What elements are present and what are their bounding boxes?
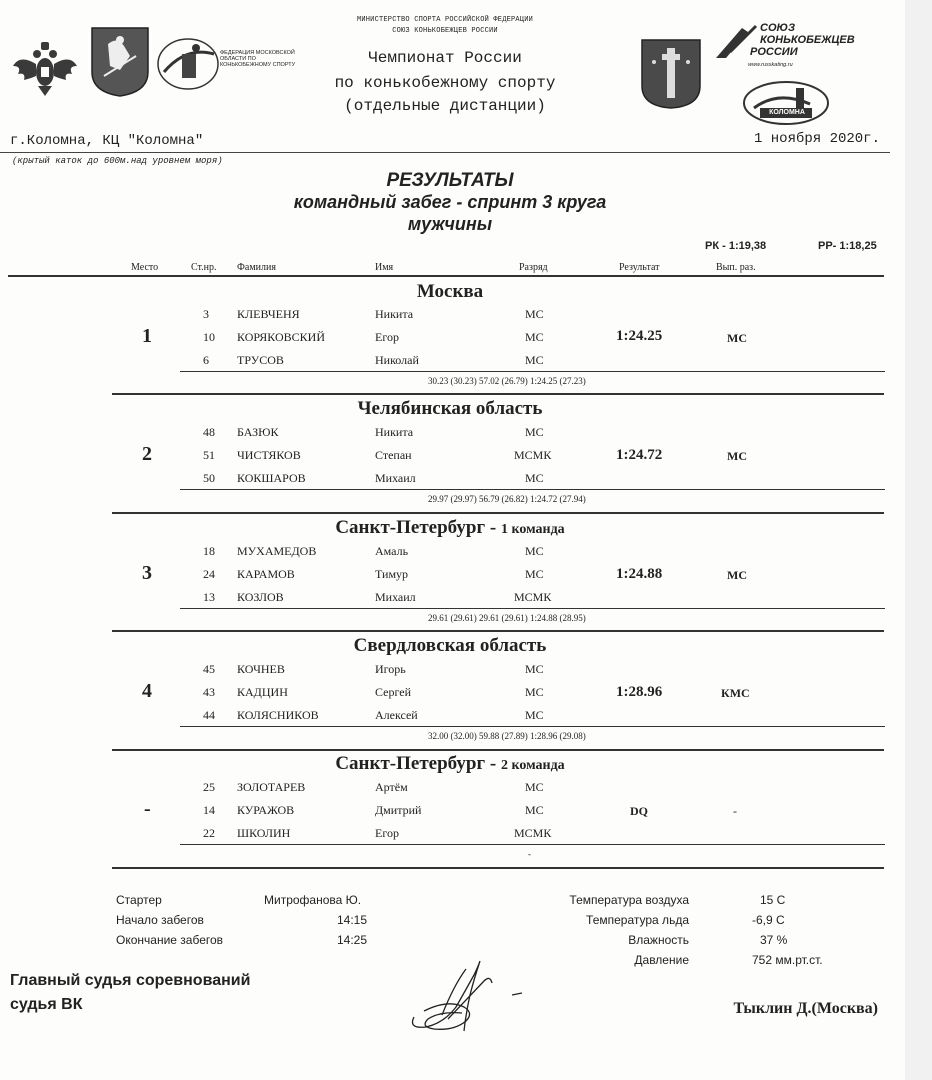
pressure-label: Давление	[634, 953, 689, 967]
start-time-label: Начало забегов	[116, 913, 204, 927]
col-achieved: Вып. раз.	[716, 262, 756, 273]
championship-subtitle: по конькобежному спорту	[334, 74, 556, 92]
athlete-start-no: 24	[203, 567, 215, 581]
athlete-name: Артём	[375, 780, 408, 794]
athlete-surname: КУРАЖОВ	[237, 803, 295, 817]
team-divider	[112, 512, 884, 514]
col-place: Место	[131, 262, 159, 273]
athlete-rank: МСМК	[514, 448, 552, 462]
athlete-name: Амаль	[375, 544, 409, 558]
athlete-start-no: 13	[203, 590, 215, 604]
team-place: 2	[142, 443, 152, 465]
team-result: 1:28.96	[616, 684, 663, 700]
athlete-rank: МСМК	[514, 590, 552, 604]
athlete-start-no: 48	[203, 425, 215, 439]
athlete-surname: КОЗЛОВ	[237, 590, 284, 604]
athlete-surname: ЗОЛОТАРЕВ	[237, 780, 306, 794]
splits-divider	[180, 608, 885, 609]
athlete-name: Егор	[375, 826, 399, 840]
ice-temp-label: Температура льда	[586, 913, 689, 927]
ministry-line-1: МИНИСТЕРСТВО СПОРТА РОССИЙСКОЙ ФЕДЕРАЦИИ	[356, 16, 534, 24]
humidity-label: Влажность	[628, 933, 689, 947]
col-start-no: Ст.нр.	[191, 262, 217, 273]
team-result: DQ	[630, 804, 648, 818]
event-name: командный забег - спринт 3 круга	[293, 192, 607, 212]
table-header-divider	[8, 275, 884, 277]
event-date: 1 ноября 2020г.	[753, 131, 880, 147]
air-temp-label: Температура воздуха	[569, 893, 689, 907]
location: г.Коломна, КЦ "Коломна"	[10, 133, 204, 149]
team-achieved-rank: МС	[727, 449, 747, 463]
athlete-surname: БАЗЮК	[237, 425, 279, 439]
team-splits: 29.61 (29.61) 29.61 (29.61) 1:24.88 (28.95)	[428, 613, 586, 623]
end-time-label: Окончание забегов	[116, 933, 224, 947]
team-achieved-rank: -	[733, 804, 737, 818]
athlete-name: Алексей	[375, 708, 418, 722]
team-splits: 30.23 (30.23) 57.02 (26.79) 1:24.25 (27.23)	[428, 376, 586, 386]
athlete-surname: КЛЕВЧЕНЯ	[237, 307, 300, 321]
athlete-start-no: 22	[203, 826, 215, 840]
athlete-name: Михаил	[375, 590, 416, 604]
team-title: Москва	[416, 281, 484, 302]
athlete-start-no: 14	[203, 803, 215, 817]
col-surname: Фамилия	[237, 262, 276, 273]
coat-of-arms-russia-icon	[10, 36, 80, 100]
athlete-rank: МС	[525, 425, 544, 439]
event-category: мужчины	[407, 214, 493, 234]
start-time-value: 14:15	[337, 913, 368, 927]
results-heading: РЕЗУЛЬТАТЫ	[386, 170, 514, 191]
athlete-name: Степан	[375, 448, 412, 462]
team-divider	[112, 393, 884, 395]
athlete-name: Никита	[375, 307, 414, 321]
team-result: 1:24.88	[616, 566, 663, 582]
rink-note: (крытый каток до 600м.над уровнем моря)	[12, 156, 223, 166]
ministry-line-2: СОЮЗ КОНЬКОБЕЖЦЕВ РОССИИ	[392, 27, 498, 35]
team-divider	[112, 630, 884, 632]
team-achieved-rank: МС	[727, 568, 747, 582]
team-place: 3	[142, 562, 152, 584]
athlete-rank: МС	[525, 662, 544, 676]
athlete-name: Сергей	[375, 685, 411, 699]
team-title: Санкт-Петербург - 2 команда	[335, 753, 565, 774]
team-achieved-rank: МС	[727, 331, 747, 345]
skating-union-logo: СОЮЗ КОНЬКОБЕЖЦЕВ РОССИИ www.russkating.ru	[712, 22, 882, 82]
end-time-value: 14:25	[337, 933, 368, 947]
starter-label: Стартер	[116, 893, 162, 907]
athlete-start-no: 43	[203, 685, 215, 699]
splits-divider	[180, 726, 885, 727]
athlete-rank: МС	[525, 708, 544, 722]
pressure-value: 752 мм.рт.ст.	[752, 953, 823, 967]
athlete-start-no: 50	[203, 471, 215, 485]
athlete-surname: ТРУСОВ	[237, 353, 284, 367]
athlete-surname: КОЧНЕВ	[237, 662, 285, 676]
athlete-rank: МС	[525, 803, 544, 817]
athlete-start-no: 25	[203, 780, 215, 794]
athlete-name: Михаил	[375, 471, 416, 485]
team-place: -	[144, 798, 151, 820]
team-title: Санкт-Петербург - 1 команда	[335, 517, 565, 538]
athlete-surname: МУХАМЕДОВ	[237, 544, 317, 558]
athlete-surname: КАДЦИН	[237, 685, 288, 699]
athlete-rank: МС	[525, 353, 544, 367]
championship-title: Чемпионат России	[368, 49, 522, 67]
athlete-name: Тимур	[375, 567, 409, 581]
team-title: Челябинская область	[357, 398, 543, 419]
moscow-region-emblem-icon	[90, 26, 150, 98]
athlete-start-no: 18	[203, 544, 215, 558]
chief-judge-category: судья ВК	[10, 996, 83, 1013]
team-splits: -	[528, 849, 531, 859]
team-place: 1	[142, 325, 152, 347]
athlete-rank: МС	[525, 567, 544, 581]
splits-divider	[180, 844, 885, 845]
col-result: Результат	[619, 262, 660, 273]
team-achieved-rank: КМС	[721, 686, 750, 700]
humidity-value: 37 %	[760, 933, 788, 947]
athlete-name: Егор	[375, 330, 399, 344]
athlete-surname: КОКШАРОВ	[237, 471, 306, 485]
col-rank: Разряд	[519, 262, 548, 273]
athlete-rank: МС	[525, 544, 544, 558]
team-splits: 32.00 (32.00) 59.88 (27.89) 1:28.96 (29.08)	[428, 731, 586, 741]
championship-discipline: (отдельные дистанции)	[344, 97, 546, 115]
athlete-surname: КАРАМОВ	[237, 567, 295, 581]
kolomna-arena-logo: КОЛОМНА	[742, 80, 830, 126]
team-divider	[112, 867, 884, 869]
team-result: 1:24.25	[616, 328, 663, 344]
athlete-name: Дмитрий	[375, 803, 422, 817]
athlete-name: Игорь	[375, 662, 406, 676]
record-rk: РК - 1:19,38	[705, 240, 767, 252]
athlete-rank: МСМК	[514, 826, 552, 840]
athlete-surname: КОРЯКОВСКИЙ	[237, 330, 326, 344]
athlete-start-no: 6	[203, 353, 209, 367]
athlete-start-no: 44	[203, 708, 215, 722]
chief-judge-title: Главный судья соревнований	[10, 972, 251, 989]
athlete-start-no: 10	[203, 330, 215, 344]
athlete-surname: КОЛЯСНИКОВ	[237, 708, 319, 722]
ice-temp-value: -6,9 С	[752, 913, 785, 927]
athlete-rank: МС	[525, 471, 544, 485]
athlete-surname: ШКОЛИН	[237, 826, 291, 840]
air-temp-value: 15 С	[760, 893, 786, 907]
col-name: Имя	[375, 262, 394, 273]
athlete-start-no: 45	[203, 662, 215, 676]
chief-judge-name: Тыклин Д.(Москва)	[733, 1000, 878, 1017]
athlete-rank: МС	[525, 307, 544, 321]
signature	[404, 955, 534, 1045]
starter-value: Митрофанова Ю.	[264, 893, 362, 907]
kolomna-emblem-icon	[640, 38, 702, 110]
athlete-surname: ЧИСТЯКОВ	[237, 448, 301, 462]
federation-logo: ФЕДЕРАЦИЯ МОСКОВСКОЙ ОБЛАСТИ ПО КОНЬКОБЕЖНОМУ СПОРТУ	[156, 36, 296, 92]
athlete-start-no: 3	[203, 307, 209, 321]
athlete-rank: МС	[525, 330, 544, 344]
team-splits: 29.97 (29.97) 56.79 (26.82) 1:24.72 (27.94)	[428, 494, 586, 504]
athlete-name: Николай	[375, 353, 419, 367]
splits-divider	[180, 489, 885, 490]
athlete-rank: МС	[525, 780, 544, 794]
team-title: Свердловская область	[353, 635, 547, 656]
athlete-name: Никита	[375, 425, 414, 439]
athlete-rank: МС	[525, 685, 544, 699]
record-rr: РР- 1:18,25	[818, 240, 877, 252]
team-place: 4	[142, 680, 152, 702]
header-divider	[0, 152, 890, 153]
team-divider	[112, 749, 884, 751]
team-result: 1:24.72	[616, 447, 663, 463]
athlete-start-no: 51	[203, 448, 215, 462]
splits-divider	[180, 371, 885, 372]
